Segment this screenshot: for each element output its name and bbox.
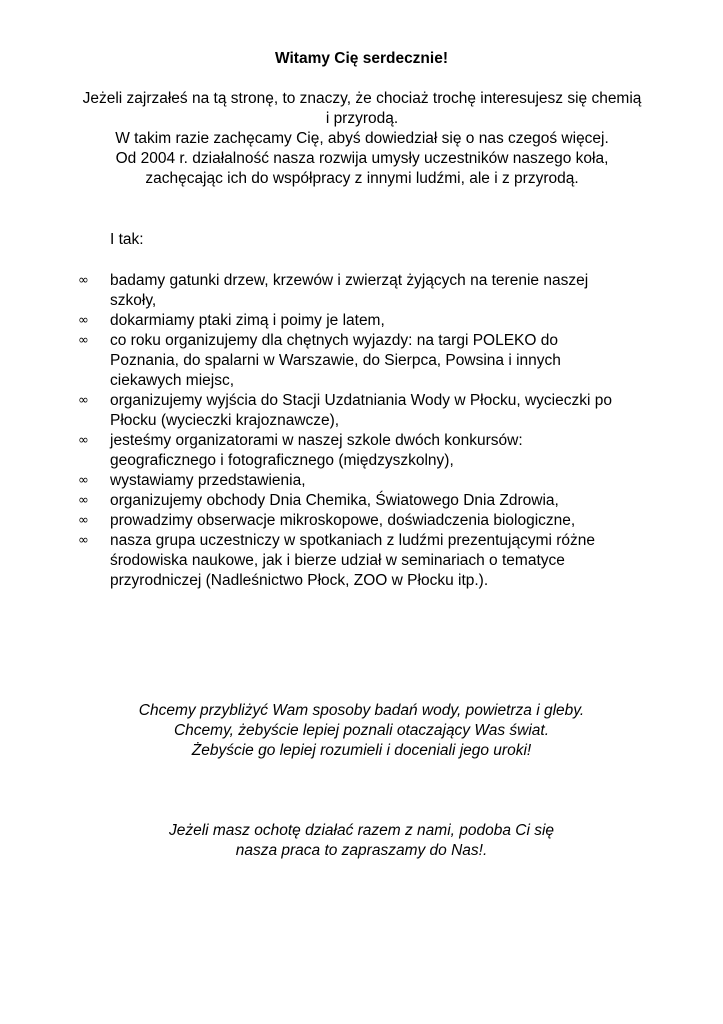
- invitation-paragraph: [40, 821, 683, 861]
- list-item-line: geograficznego i fotograficznego (międzyszkolny),: [110, 452, 454, 469]
- infinity-bullet-icon: ∞: [78, 513, 89, 528]
- infinity-bullet-icon: ∞: [78, 273, 89, 288]
- infinity-bullet-icon: ∞: [78, 433, 89, 448]
- list-item: [70, 511, 680, 531]
- list-item-line: wystawiamy przedstawienia,: [110, 472, 306, 489]
- infinity-bullet-icon: ∞: [78, 313, 89, 328]
- list-item-line: Poznania, do spalarni w Warszawie, do Sierpca, Powsina i innych: [110, 352, 561, 369]
- list-item-line: szkoły,: [110, 292, 157, 309]
- list-item: [70, 471, 680, 491]
- intro-line: i przyrodą.: [325, 110, 399, 127]
- infinity-bullet-icon: ∞: [78, 333, 89, 348]
- infinity-bullet-icon: ∞: [78, 473, 89, 488]
- activities-list: [70, 271, 680, 591]
- invitation-line: Jeżeli masz ochotę działać razem z nami, podoba Ci się: [168, 822, 555, 839]
- list-item-line: dokarmiamy ptaki zimą i poimy je latem,: [110, 312, 385, 329]
- intro-line: Jeżeli zajrzałeś na tą stronę, to znaczy, że chociaż trochę interesujesz się chemią: [82, 90, 642, 107]
- closing-line: Chcemy przybliżyć Wam sposoby badań wody, powietrza i gleby.: [138, 702, 585, 719]
- invitation-line: nasza praca to zapraszamy do Nas!.: [235, 842, 488, 859]
- infinity-bullet-icon: ∞: [78, 493, 89, 508]
- closing-paragraph: [40, 701, 683, 761]
- infinity-bullet-icon: ∞: [78, 533, 89, 548]
- list-item-line: prowadzimy obserwacje mikroskopowe, doświadczenia biologiczne,: [110, 512, 576, 529]
- list-item: [70, 311, 680, 331]
- list-item: [70, 431, 680, 471]
- list-item: [70, 531, 680, 591]
- intro-line: zachęcając ich do współpracy z innymi ludźmi, ale i z przyrodą.: [145, 170, 579, 187]
- list-item: [70, 391, 680, 431]
- list-item-line: przyrodniczej (Nadleśnictwo Płock, ZOO w Płocku itp.).: [110, 572, 489, 589]
- list-item: [70, 331, 680, 391]
- list-intro: I tak:: [110, 231, 144, 248]
- list-item: [70, 491, 680, 511]
- page-title: Witamy Cię serdecznie!: [274, 50, 448, 67]
- closing-line: Chcemy, żebyście lepiej poznali otaczający Was świat.: [173, 722, 550, 739]
- list-item-line: co roku organizujemy dla chętnych wyjazdy: na targi POLEKO do: [110, 332, 559, 349]
- list-item-line: ciekawych miejsc,: [110, 372, 235, 389]
- list-item: [70, 271, 680, 311]
- list-item-line: jesteśmy organizatorami w naszej szkole dwóch konkursów:: [110, 432, 523, 449]
- closing-line: Żebyście go lepiej rozumieli i doceniali jego uroki!: [191, 742, 532, 759]
- list-item-line: organizujemy obchody Dnia Chemika, Światowego Dnia Zdrowia,: [110, 492, 559, 509]
- list-item-line: badamy gatunki drzew, krzewów i zwierząt żyjących na terenie naszej: [110, 272, 589, 289]
- list-item-line: organizujemy wyjścia do Stacji Uzdatniania Wody w Płocku, wycieczki po: [110, 392, 612, 409]
- list-item-line: nasza grupa uczestniczy w spotkaniach z ludźmi prezentującymi różne: [110, 532, 596, 549]
- infinity-bullet-icon: ∞: [78, 393, 89, 408]
- intro-line: W takim razie zachęcamy Cię, abyś dowiedział się o nas czegoś więcej.: [115, 130, 609, 147]
- list-item-line: środowiska naukowe, jak i bierze udział w seminariach o tematyce: [110, 552, 565, 569]
- intro-paragraph: [44, 89, 680, 189]
- intro-line: Od 2004 r. działalność nasza rozwija umysły uczestników naszego koła,: [115, 150, 609, 167]
- list-item-line: Płocku (wycieczki krajoznawcze),: [110, 412, 340, 429]
